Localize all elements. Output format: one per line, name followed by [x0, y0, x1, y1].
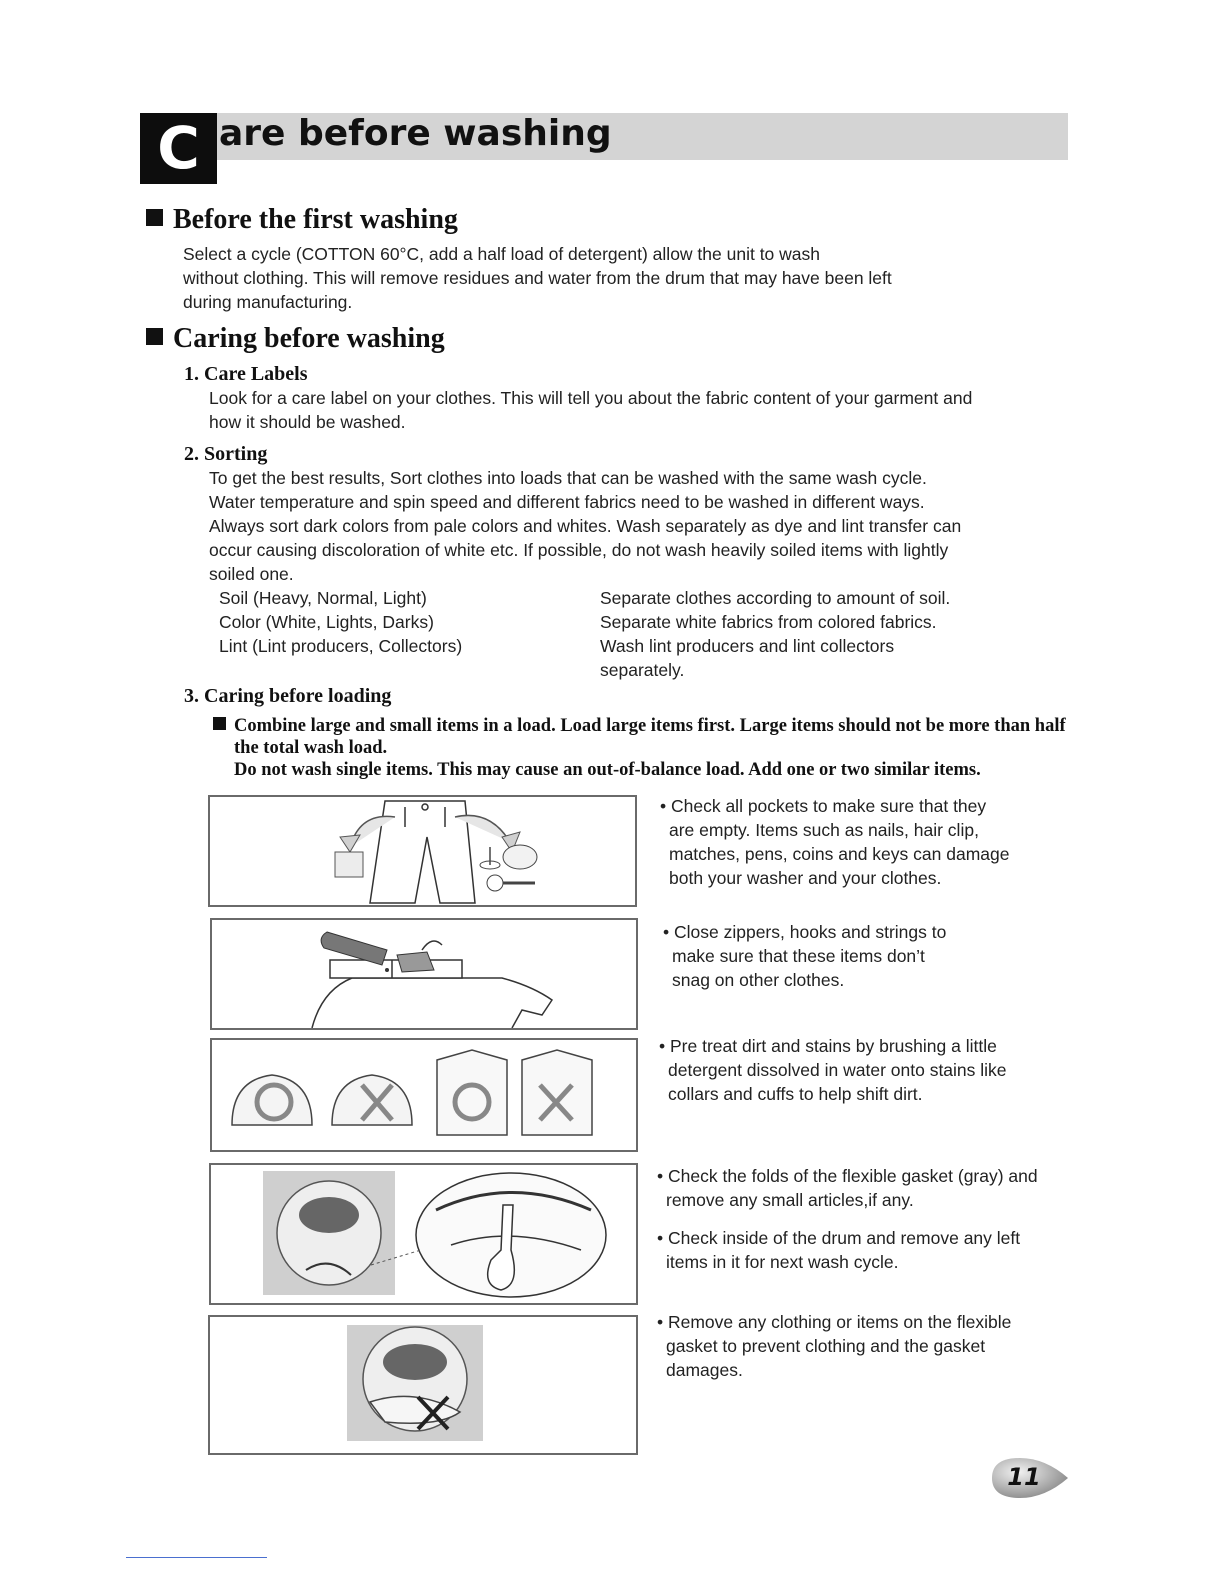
sorting-criteria-list: Soil (Heavy, Normal, Light) Color (White, Lights, Darks) Lint (Lint producers, Collectors): [219, 588, 463, 656]
section-heading-caring: Caring before washing: [146, 322, 445, 356]
sorting-heading: 2. Sorting: [184, 443, 268, 465]
figure-pretreat-stains: [210, 1038, 638, 1152]
page-number: 11: [1007, 1463, 1041, 1491]
care-labels-paragraph: Look for a care label on your clothes. This will tell you about the fabric content of your garment and how it should be washed.: [209, 388, 973, 432]
gasket-drum-illustration: [211, 1165, 636, 1303]
sorting-paragraph: To get the best results, Sort clothes into loads that can be washed with the same wash cycle. Water temperature and spin speed and different fabrics need to be washed in different ways. Always sort dark colors from pale colors and whites. Wash separately as dye and lint transfer can occur causing discoloration of white etc. If possible, do not wash heavily soiled items with lightly soiled one.: [209, 468, 962, 584]
care-labels-heading: 1. Care Labels: [184, 363, 308, 385]
figure-check-pockets: [208, 795, 637, 907]
caring-before-loading-heading: 3. Caring before loading: [184, 685, 392, 707]
figure-remove-items: [208, 1315, 638, 1455]
drum-clothing-illustration: [210, 1317, 636, 1453]
tip-check-drum: • Check inside of the drum and remove any left items in it for next wash cycle.: [657, 1228, 1021, 1272]
tip-check-gasket: • Check the folds of the flexible gasket (gray) and remove any small articles,if any.: [657, 1166, 1038, 1210]
figure-check-gasket: [209, 1163, 638, 1305]
square-bullet-icon: [146, 209, 163, 226]
tip-pretreat-stains: • Pre treat dirt and stains by brushing a little detergent dissolved in water onto stains like collars and cuffs to help shift dirt.: [659, 1036, 1007, 1104]
tip-check-pockets: • Check all pockets to make sure that they are empty. Items such as nails, hair clip, matches, pens, coins and keys can damage both your washer and your clothes.: [660, 796, 1010, 888]
before-first-paragraph: Select a cycle (COTTON 60°C, add a half load of detergent) allow the unit to wash without clothing. This will remove residues and water from the drum that may have been left during manufacturing.: [183, 244, 892, 312]
square-bullet-icon: [146, 328, 163, 345]
loading-note: Combine large and small items in a load. Load large items first. Large items should not be more than half the total wash load. Do not wash single items. This may cause an out-of-balance load. Add one or two similar items.: [213, 715, 1066, 781]
pants-pockets-illustration: [210, 797, 635, 905]
tip-close-zippers: • Close zippers, hooks and strings to make sure that these items don’t snag on other clothes.: [663, 922, 947, 990]
figure-close-zippers: [210, 918, 638, 1030]
zipper-detergent-illustration: [212, 920, 636, 1028]
sorting-instructions-list: Separate clothes according to amount of soil. Separate white fabrics from colored fabrics. Wash lint producers and lint collectors separately.: [600, 588, 951, 680]
square-bullet-icon: [213, 717, 226, 730]
tip-remove-items: • Remove any clothing or items on the flexible gasket to prevent clothing and the gasket damages.: [657, 1312, 1012, 1380]
page-title: are before washing: [219, 113, 612, 154]
collars-cuffs-illustration: [212, 1040, 636, 1150]
title-initial: C: [140, 113, 217, 184]
footer-rule: [126, 1557, 267, 1558]
section-heading-before-first: Before the first washing: [146, 203, 458, 237]
